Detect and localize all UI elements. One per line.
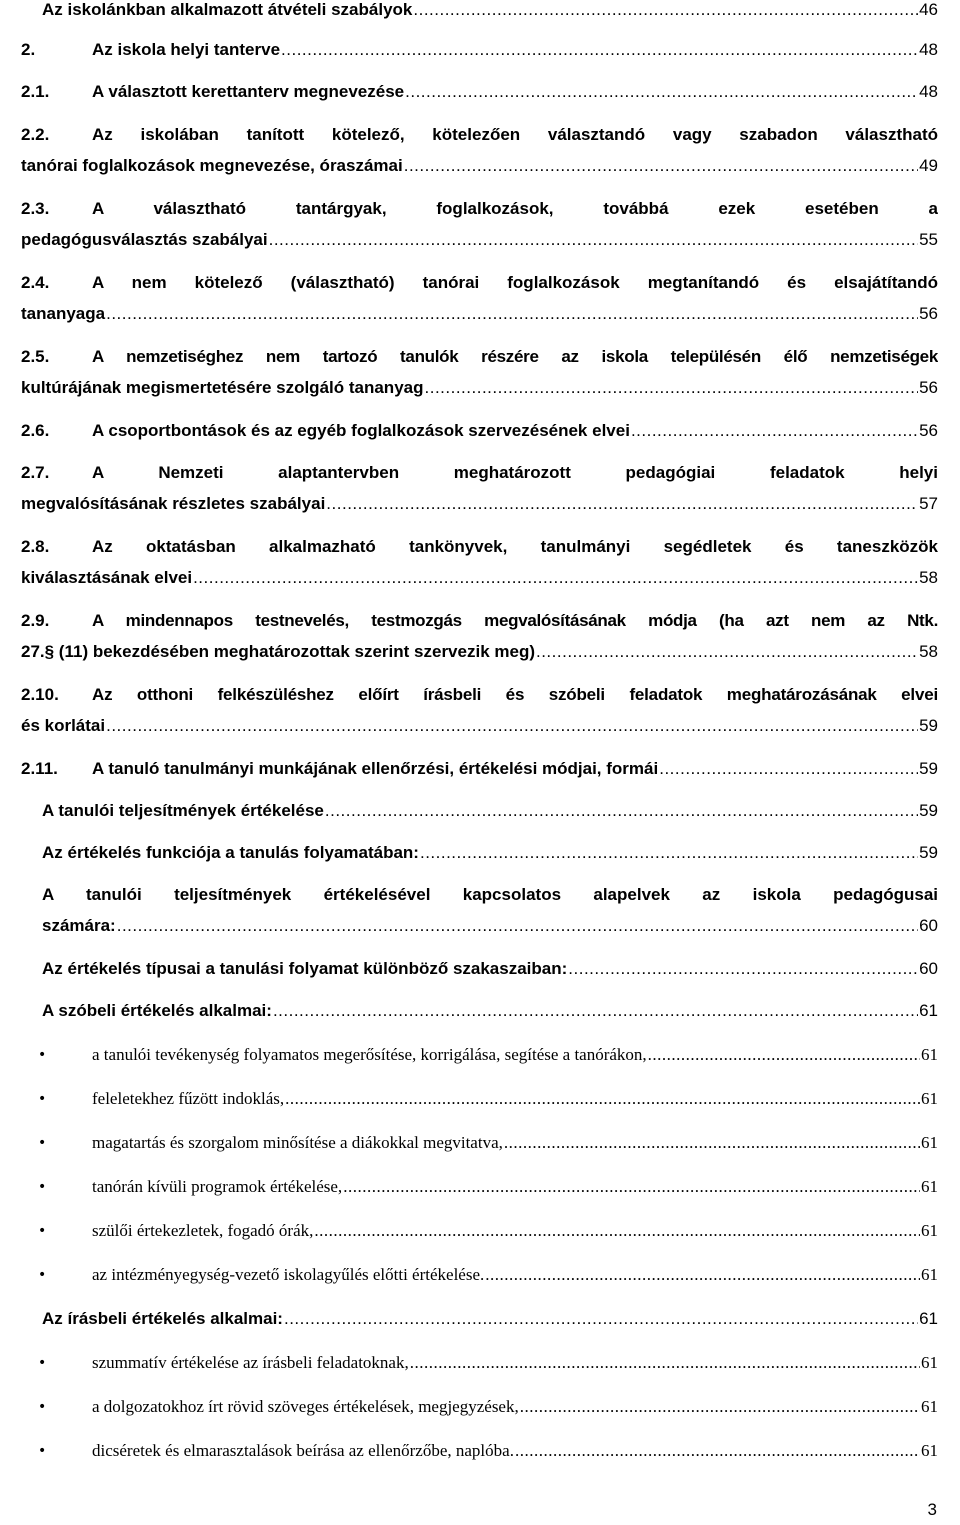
toc-bullet-entry[interactable] (0, 1397, 960, 1431)
toc-subentry[interactable] (0, 885, 960, 919)
toc-bullet-entry[interactable] (0, 1177, 960, 1211)
toc-entry-continuation[interactable] (0, 230, 960, 264)
toc-bullet-entry[interactable] (0, 1045, 960, 1079)
toc-subentry[interactable] (0, 1309, 960, 1343)
toc-entry-label: A Nemzeti alaptantervben meghatározott pedagógiai feladatok helyi (92, 463, 938, 482)
toc-entry-label: szülői értekezletek, fogadó órák, (92, 1221, 314, 1240)
toc-entry-label: A csoportbontások és az egyéb foglalkozások szervezésének elvei (92, 421, 630, 440)
dot-leader (325, 801, 918, 821)
toc-section-number: 2.4. (21, 273, 50, 292)
toc-entry[interactable] (0, 40, 960, 74)
toc-page-number: 48 (919, 82, 938, 101)
toc-section-number: 2.10. (21, 685, 59, 704)
dot-leader (504, 1133, 920, 1153)
toc-entry-label: Az oktatásban alkalmazható tankönyvek, tanulmányi segédletek és taneszközök (92, 537, 938, 556)
toc-entry-label: Az értékelés típusai a tanulási folyamat különböző szakaszaiban: (42, 959, 568, 978)
bullet-icon: • (38, 1399, 47, 1415)
toc-page-number: 56 (919, 421, 938, 440)
toc-entry-label: A nemzetiséghez nem tartozó tanulók részére az iskola településén élő nemzetiségek (92, 347, 938, 366)
dot-leader (404, 156, 918, 176)
toc-page-number: 58 (919, 568, 938, 587)
dot-leader (515, 1441, 920, 1461)
dot-leader (405, 82, 918, 102)
toc-page-number: 61 (919, 1001, 938, 1020)
toc-entry-continuation[interactable] (0, 568, 960, 602)
toc-entry-continuation[interactable] (0, 494, 960, 528)
toc-entry[interactable] (0, 82, 960, 116)
toc-bullet-entry[interactable] (0, 1353, 960, 1387)
toc-page-number: 60 (919, 916, 938, 935)
dot-leader (314, 1221, 920, 1241)
toc-entry-label: szummatív értékelése az írásbeli feladatoknak, (92, 1353, 409, 1372)
dot-leader (343, 1177, 920, 1197)
dot-leader (117, 916, 918, 936)
toc-page-number: 61 (921, 1089, 938, 1108)
dot-leader (284, 1309, 918, 1329)
toc-entry-label: kultúrájának megismertetésére szolgáló tananyag (21, 378, 424, 397)
toc-page-number: 61 (921, 1397, 938, 1416)
toc-page-number: 56 (919, 378, 938, 397)
toc-page-number: 61 (921, 1441, 938, 1460)
toc-page-number: 61 (921, 1045, 938, 1064)
toc-entry-label: 27.§ (11) bekezdésében meghatározottak szerint szervezik meg) (21, 642, 535, 661)
toc-entry-label: az intézményegység-vezető iskolagyűlés előtti értékelése. (92, 1265, 485, 1284)
toc-page-number: 55 (919, 230, 938, 249)
toc-entry[interactable] (0, 537, 960, 571)
toc-section-number: 2.2. (21, 125, 50, 144)
dot-leader (420, 843, 918, 863)
toc-entry[interactable] (0, 759, 960, 793)
toc-section-number: 2.7. (21, 463, 50, 482)
toc-page-number: 61 (921, 1353, 938, 1372)
toc-subentry[interactable] (0, 959, 960, 993)
toc-entry-label: tananyaga (21, 304, 106, 323)
dot-leader (648, 1045, 920, 1065)
toc-entry-continuation[interactable] (0, 304, 960, 338)
toc-entry-label: feleletekhez fűzött indoklás, (92, 1089, 285, 1108)
toc-entry-label: a tanulói tevékenység folyamatos megerősítése, korrigálása, segítése a tanórákon, (92, 1045, 647, 1064)
toc-entry-label: tanórán kívüli programok értékelése, (92, 1177, 343, 1196)
dot-leader (413, 0, 918, 20)
bullet-icon: • (38, 1135, 47, 1151)
toc-entry-label: A szóbeli értékelés alkalmai: (42, 1001, 272, 1020)
toc-entry[interactable] (0, 273, 960, 307)
toc-page-number: 61 (921, 1221, 938, 1240)
bullet-icon: • (38, 1267, 47, 1283)
toc-entry-label: Az értékelés funkciója a tanulás folyamatában: (42, 843, 419, 862)
toc-entry[interactable] (0, 347, 960, 381)
toc-page-number: 59 (919, 759, 938, 778)
toc-entry-continuation[interactable] (0, 156, 960, 190)
dot-leader (568, 959, 918, 979)
bullet-icon: • (38, 1223, 47, 1239)
toc-entry-label: magatartás és szorgalom minősítése a diákokkal megvitatva, (92, 1133, 503, 1152)
toc-bullet-entry[interactable] (0, 1221, 960, 1255)
toc-entry[interactable] (0, 0, 960, 34)
toc-page-number: 57 (919, 494, 938, 513)
toc-entry-continuation[interactable] (0, 642, 960, 676)
toc-entry-label: tanórai foglalkozások megnevezése, óraszámai (21, 156, 403, 175)
toc-entry-label: Az iskolánkban alkalmazott átvételi szabályok (42, 0, 413, 19)
toc-entry[interactable] (0, 199, 960, 233)
toc-section-number: 2. (21, 40, 36, 59)
toc-entry-label: A tanulói teljesítmények értékelése (42, 801, 324, 820)
toc-entry-label: a dolgozatokhoz írt rövid szöveges értékelések, megjegyzések, (92, 1397, 519, 1416)
toc-entry-label: dicséretek és elmarasztalások beírása az ellenőrzőbe, naplóba. (92, 1441, 514, 1460)
toc-entry[interactable] (0, 685, 960, 719)
toc-section-number: 2.8. (21, 537, 50, 556)
dot-leader (326, 494, 918, 514)
toc-subentry-continuation[interactable] (0, 916, 960, 950)
dot-leader (520, 1397, 920, 1417)
toc-page-number: 60 (919, 959, 938, 978)
toc-entry[interactable] (0, 463, 960, 497)
toc-section-number: 2.3. (21, 199, 50, 218)
dot-leader (485, 1265, 920, 1285)
toc-page-number: 56 (919, 304, 938, 323)
toc-section-number: 2.9. (21, 611, 50, 630)
toc-entry-label: pedagógusválasztás szabályai (21, 230, 268, 249)
toc-bullet-entry[interactable] (0, 1441, 960, 1475)
toc-bullet-entry[interactable] (0, 1265, 960, 1299)
toc-entry-label: A nem kötelező (választható) tanórai foglalkozások megtanítandó és elsajátítandó (92, 273, 938, 292)
toc-page-number: 61 (921, 1265, 938, 1284)
toc-subentry[interactable] (0, 801, 960, 835)
toc-entry-label: A tanulói teljesítmények értékelésével kapcsolatos alapelvek az iskola pedagógusai (42, 885, 938, 904)
toc-entry-label: A mindennapos testnevelés, testmozgás megvalósításának módja (ha azt nem az Ntk. (92, 611, 938, 630)
dot-leader (106, 716, 918, 736)
toc-page-number: 59 (919, 843, 938, 862)
toc-page-number: 46 (919, 0, 938, 19)
toc-page-number: 61 (921, 1133, 938, 1152)
dot-leader (410, 1353, 920, 1373)
toc-entry-label: számára: (42, 916, 116, 935)
toc-entry-label: A választható tantárgyak, foglalkozások, továbbá ezek esetében a (92, 199, 938, 218)
toc-bullet-entry[interactable] (0, 1133, 960, 1167)
toc-page-number: 59 (919, 716, 938, 735)
dot-leader (631, 421, 918, 441)
toc-page-number: 49 (919, 156, 938, 175)
toc-entry-label: Az iskola helyi tanterve (92, 40, 281, 59)
bullet-icon: • (38, 1355, 47, 1371)
toc-entry-label: A választott kerettanterv megnevezése (92, 82, 405, 101)
toc-section-number: 2.5. (21, 347, 50, 366)
dot-leader (106, 304, 918, 324)
toc-entry-label: A tanuló tanulmányi munkájának ellenőrzési, értékelési módjai, formái (92, 759, 659, 778)
toc-entry-label: Az iskolában tanított kötelező, kötelezően választandó vagy szabadon választható (92, 125, 938, 144)
toc-page-number: 58 (919, 642, 938, 661)
dot-leader (285, 1089, 920, 1109)
toc-page-number: 61 (921, 1177, 938, 1196)
toc-subentry[interactable] (0, 843, 960, 877)
toc-section-number: 2.1. (21, 82, 50, 101)
dot-leader (269, 230, 918, 250)
dot-leader (425, 378, 919, 398)
toc-entry-continuation[interactable] (0, 378, 960, 412)
dot-leader (281, 40, 918, 60)
page-number: 3 (927, 1500, 937, 1519)
toc-entry-continuation[interactable] (0, 716, 960, 750)
toc-entry-label: kiválasztásának elvei (21, 568, 193, 587)
bullet-icon: • (38, 1443, 47, 1459)
toc-bullet-entry[interactable] (0, 1089, 960, 1123)
dot-leader (193, 568, 918, 588)
toc-page-number: 59 (919, 801, 938, 820)
dot-leader (273, 1001, 918, 1021)
toc-entry[interactable] (0, 125, 960, 159)
toc-page-number: 48 (919, 40, 938, 59)
toc-subentry[interactable] (0, 1001, 960, 1035)
bullet-icon: • (38, 1179, 47, 1195)
toc-section-number: 2.11. (21, 759, 58, 778)
toc-page-number: 61 (919, 1309, 938, 1328)
toc-entry-label: megvalósításának részletes szabályai (21, 494, 326, 513)
toc-entry[interactable] (0, 611, 960, 645)
toc-entry[interactable] (0, 421, 960, 455)
toc-section-number: 2.6. (21, 421, 50, 440)
toc-entry-label: Az írásbeli értékelés alkalmai: (42, 1309, 283, 1328)
dot-leader (659, 759, 918, 779)
bullet-icon: • (38, 1091, 47, 1107)
bullet-icon: • (38, 1047, 47, 1063)
toc-entry-label: és korlátai (21, 716, 106, 735)
toc-entry-label: Az otthoni felkészüléshez előírt írásbeli és szóbeli feladatok meghatározásának elvei (92, 685, 938, 704)
dot-leader (536, 642, 918, 662)
